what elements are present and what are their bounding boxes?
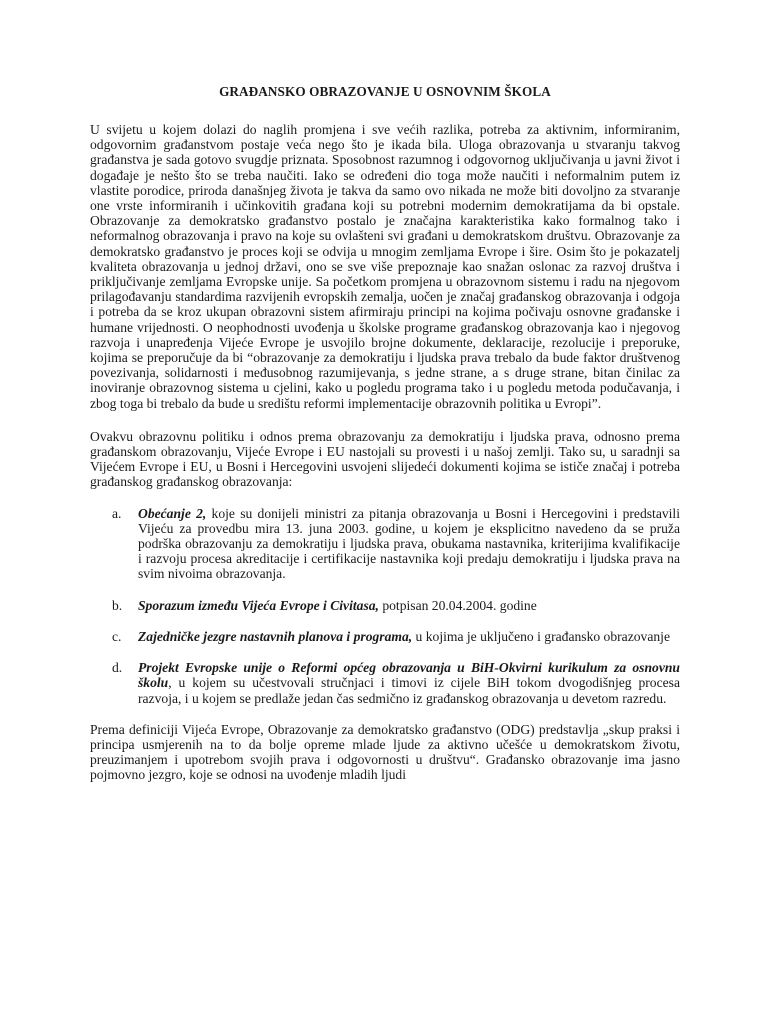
list-item-title: Sporazum između Vijeća Evrope i Civitasa,	[138, 597, 379, 613]
list-item-title: Obećanje 2,	[138, 505, 207, 521]
list-item	[90, 506, 680, 582]
list-marker: a.	[112, 505, 122, 521]
paragraph-policy: Ovakvu obrazovnu politiku i odnos prema obrazovanju za demokratiju i ljudska prava, odnosno prema građanskom obrazovanju, Vijeće Evrope i EU nastojali su provesti i u našoj zemlji. Tako su, u saradnji sa Vijećem Evrope i EU, u Bosni i Hercegovini usvojeni slijedeći dokumenti kojima se ističe značaj i potreba građanskog građanskog obrazovanja:	[90, 428, 680, 490]
list-item	[90, 598, 680, 613]
document-page	[90, 84, 680, 783]
paragraph-definition: Prema definiciji Vijeća Evrope, Obrazovanje za demokratsko građanstvo (ODG) predstavlja „skup praksi i principa usmjerenih na to da bolje opreme mlade ljude za aktivno učešće u demokratskom životu, preuzimanjem i upotrebom svojih prava i odgovornosti u društvu“. Građansko obrazovanje ima jasno pojmovno jezgro, koje se odnosi na uvođenje mladih ljudi	[90, 721, 680, 783]
list-marker: c.	[112, 628, 122, 644]
list-item-text: , u kojem su učestvovali stručnjaci i timovi iz cijele BiH tokom dvogodišnjeg procesa razvoja, i u kojem se predlaže jedan čas sedmično iz građanskog obrazovanja u devetom razredu.	[138, 675, 680, 706]
document-title: GRAĐANSKO OBRAZOVANJE U OSNOVNIM ŠKOLA	[219, 84, 551, 99]
list-marker: b.	[112, 597, 123, 613]
list-item-text: potpisan 20.04.2004. godine	[378, 597, 537, 613]
list-marker: d.	[112, 660, 123, 676]
list-item	[90, 660, 680, 706]
list-item-title: Zajedničke jezgre nastavnih planova i programa,	[138, 628, 413, 644]
documents-list	[90, 506, 680, 706]
list-item-text: u kojima je uključeno i građansko obrazovanje	[412, 628, 670, 644]
list-item-text: koje su donijeli ministri za pitanja obrazovanja u Bosni i Hercegovini i predstavili Vijeću za provedbu mira 13. juna 2003. godine, u kojem je eksplicitno navedeno da se pruža podrška obrazovanju za demokratiju i ljudska prava, obukama nastavnika, kriterijima kvalifikacije i razvoju procesa akreditacije i certifikacije nastavnika koji predaju demokratiju i ljudska prava na svim nivoima obrazovanja.	[138, 505, 680, 582]
paragraph-intro: U svijetu u kojem dolazi do naglih promjena i sve većih razlika, potreba za aktivnim, informiranim, odgovornim građanstvom postaje veća nego što je ikada bila. Uloga obrazovanja u stvaranju takvog građanstva je sada gotovo svugdje priznata. Sposobnost razumnog i odgovornog uključivanja u javni život i događaje je nešto što se treba naučiti. Iako se određeni dio toga može naučiti i neformalnim putem iz vlastite porodice, priroda današnjeg života je takva da samo ovo nikada ne može biti dovoljno za stvaranje one vrste informiranih i učinkovitih građana koji su potrebni modernim demokratijama da bi opstale. Obrazovanje za demokratsko građanstvo postalo je značajna karakteristika kako formalnog tako i neformalnog obrazovanja i pravo na koje su ovlašteni svi građani u demokratskom društvu. Obrazovanje za demokratsko građanstvo je proces koji se odvija u mnogim zemljama Evrope i šire. Osim što je pokazatelj kvaliteta obrazovanja u jednoj državi, ono se sve više prepoznaje kao snažan oslonac za razvoj društva i priključivanje zemljama Evropske unije. Sa početkom promjena u obrazovnom sistemu i radu na njegovom prilagođavanju standardima razvijenih evropskih zemalja, uočen je značaj građanskog obrazovanja i odgoja i potreba da se kroz ukupan obrazovni sistem afirmiraju principi na kojima počivaju osnovne građanske i humane vrijednosti. O neophodnosti uvođenja u školske programe građanskog obrazovanja kao i njegovog razvoja i unapređenja Vijeće Evrope je usvojilo brojne dokumente, deklaracije, rezolucije i preporuke, kojima se preporučuje da bi “obrazovanje za demokratiju i ljudska prava trebalo da bude faktor društvenog povezivanja, solidarnosti i međusobnog razumijevanja, s jedne strane, a s druge strane, bitan činilac za inoviranje obrazovnog sistema u cjelini, kako u pogledu programa tako i u pogledu metoda podučavanja, i zbog toga bi trebalo da bude u središtu reformi implementacije obrazovnih politika u Evropi”.	[90, 122, 680, 411]
list-item	[90, 629, 680, 644]
list-item-title: Projekt Evropske unije o Reformi općeg obrazovanja u BiH-Okvirni kurikulum za osnovnu školu	[138, 660, 680, 691]
